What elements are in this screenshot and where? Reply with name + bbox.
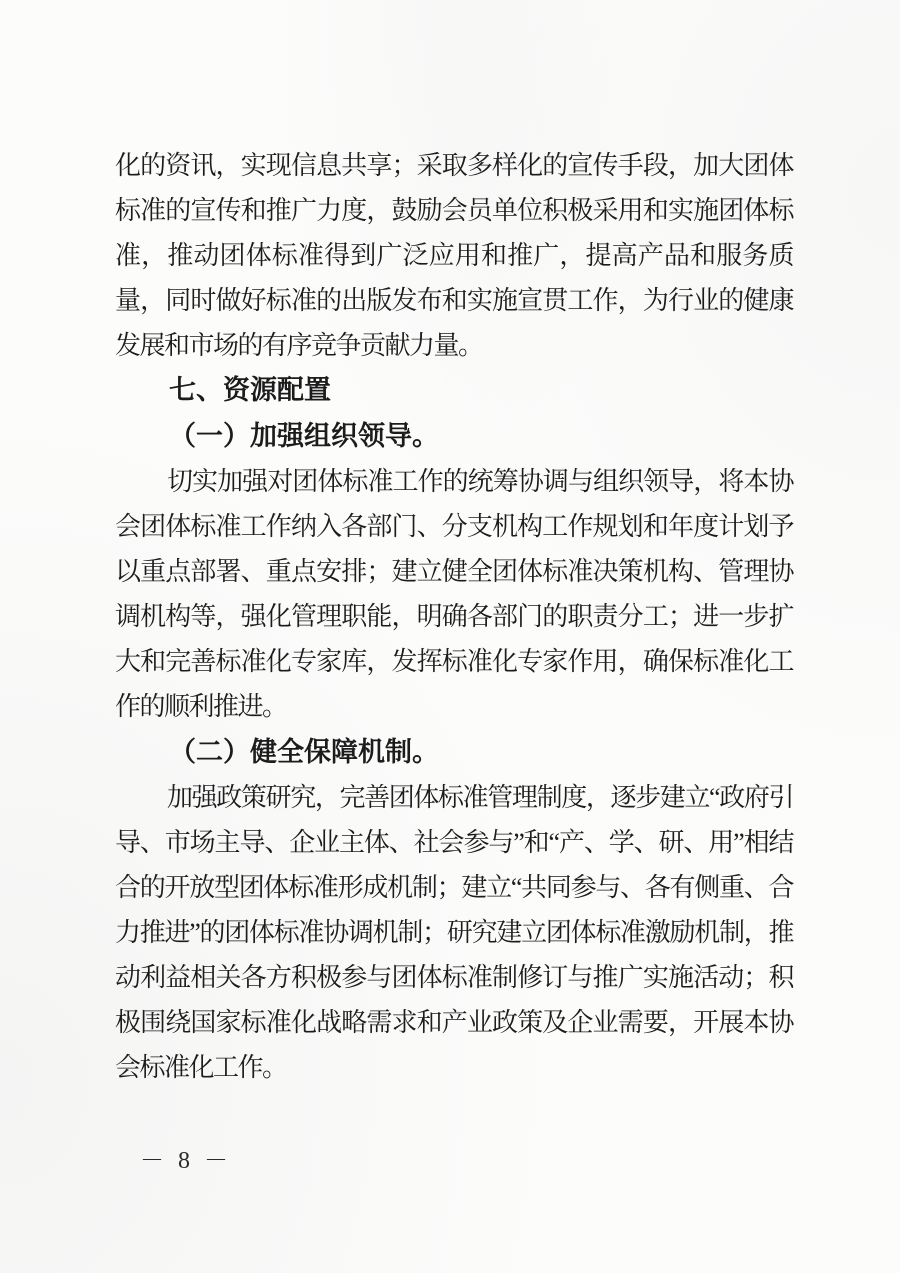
- document-body: [115, 143, 793, 1090]
- subsection-heading-1: （一）加强组织领导。: [169, 421, 439, 451]
- subsection-heading-2: （二）健全保障机制。: [169, 737, 439, 767]
- subsection-2-paragraph: 加强政策研究，完善团体标准管理制度，逐步建立“政府引导、市场主导、企业主体、社会参与”和“产、学、研、用”相结合的开放型团体标准形成机制；建立“共同参与、各有侧重、合力推进”的团体标准协调机制；研究建立团体标准激励机制，推动利益相关各方积极参与团体标准制修订与推广实施活动；积极围绕国家标准化战略需求和产业政策及企业需要，开展本协会标准化工作。: [115, 783, 793, 1082]
- subsection-1-paragraph: 切实加强对团体标准工作的统筹协调与组织领导，将本协会团体标准工作纳入各部门、分支机构工作规划和年度计划予以重点部署、重点安排；建立健全团体标准决策机构、管理协调机构等，强化管理职能，明确各部门的职责分工；进一步扩大和完善标准化专家库，发挥标准化专家作用，确保标准化工作的顺利推进。: [115, 467, 793, 721]
- section-heading-resource-allocation: 七、资源配置: [169, 375, 331, 405]
- paragraph-continuation: 化的资讯，实现信息共享；采取多样化的宣传手段，加大团体标准的宣传和推广力度，鼓励会员单位积极采用和实施团体标准，推动团体标准得到广泛应用和推广，提高产品和服务质量，同时做好标准的出版发布和实施宣贯工作，为行业的健康发展和市场的有序竞争贡献力量。: [115, 151, 793, 360]
- page-number: － 8 －: [140, 1148, 232, 1174]
